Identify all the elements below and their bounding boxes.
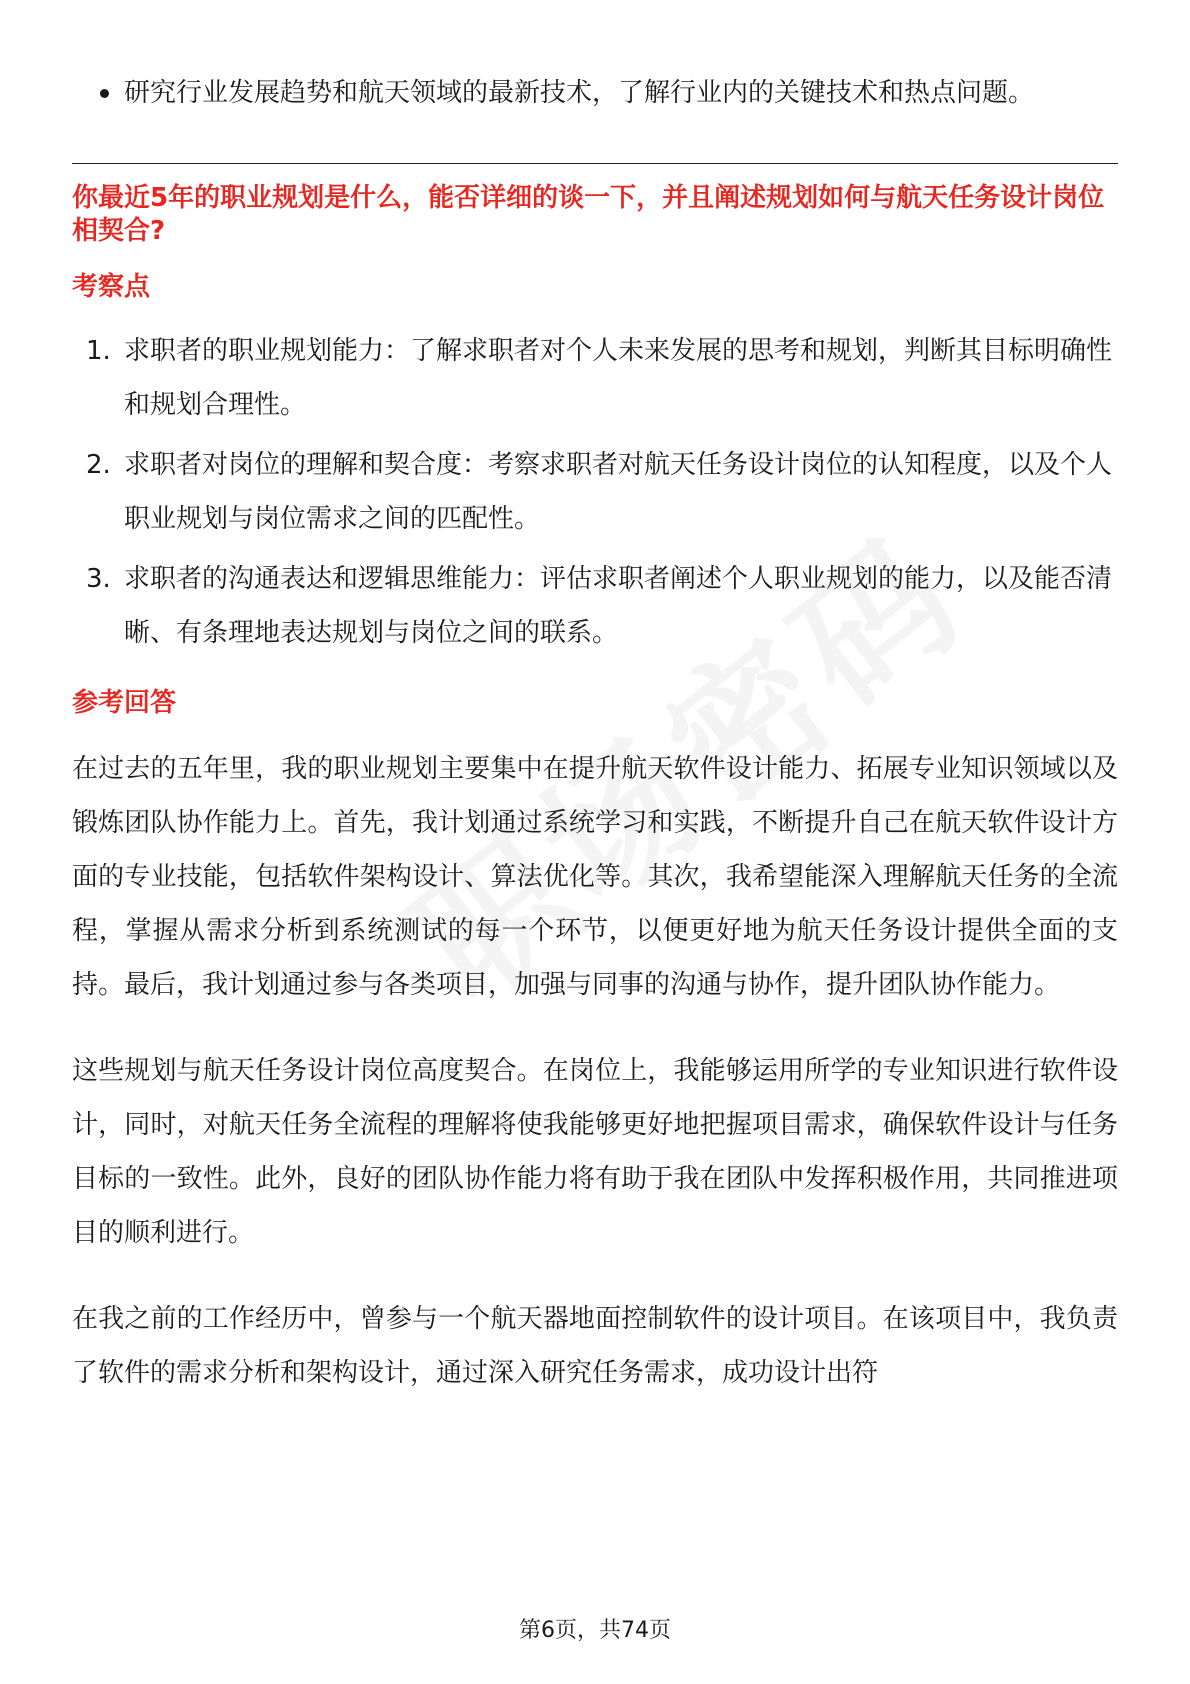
item-text: 求职者的沟通表达和逻辑思维能力：评估求职者阐述个人职业规划的能力，以及能否清晰、有条理地表达规划与岗位之间的联系。	[124, 564, 1113, 648]
evaluation-point-item	[72, 552, 1124, 660]
interview-question: 你最近5年的职业规划是什么，能否详细的谈一下，并且阐述规划如何与航天任务设计岗位相契合?	[72, 183, 1105, 246]
item-number: 1.	[86, 336, 111, 366]
answer-paragraph: 在我之前的工作经历中，曾参与一个航天器地面控制软件的设计项目。在该项目中，我负责了软件的需求分析和架构设计，通过深入研究任务需求，成功设计出符	[72, 1304, 1118, 1388]
section-divider	[72, 163, 1118, 164]
evaluation-point-item	[72, 324, 1124, 432]
item-text: 求职者对岗位的理解和契合度：考察求职者对航天任务设计岗位的认知程度，以及个人职业规划与岗位需求之间的匹配性。	[124, 450, 1113, 534]
heading-kaochadian: 考察点	[72, 272, 151, 302]
bullet-text: 研究行业发展趋势和航天领域的最新技术，了解行业内的关键技术和热点问题。	[124, 78, 1035, 108]
item-text: 求职者的职业规划能力：了解求职者对个人未来发展的思考和规划，判断其目标明确性和规划合理性。	[124, 336, 1113, 420]
page-content	[72, 66, 1118, 1400]
evaluation-point-item	[72, 438, 1124, 546]
answer-paragraph: 这些规划与航天任务设计岗位高度契合。在岗位上，我能够运用所学的专业知识进行软件设计，同时，对航天任务全流程的理解将使我能够更好地把握项目需求，确保软件设计与任务目标的一致性。此外，良好的团队协作能力将有助于我在团队中发挥积极作用，共同推进项目的顺利进行。	[72, 1056, 1118, 1248]
evaluation-points-list	[72, 324, 1118, 660]
page-footer: 第6页，共74页	[519, 1618, 671, 1643]
answer-paragraph: 在过去的五年里，我的职业规划主要集中在提升航天软件设计能力、拓展专业知识领域以及锻炼团队协作能力上。首先，我计划通过系统学习和实践，不断提升自己在航天软件设计方面的专业技能，包括软件架构设计、算法优化等。其次，我希望能深入理解航天任务的全流程，掌握从需求分析到系统测试的每一个环节，以便更好地为航天任务设计提供全面的支持。最后，我计划通过参与各类项目，加强与同事的沟通与协作，提升团队协作能力。	[72, 754, 1118, 1000]
heading-cankao-huida: 参考回答	[72, 688, 177, 718]
item-number: 2.	[86, 450, 111, 480]
bullet-dot-icon	[100, 89, 109, 98]
bullet-list-item	[72, 66, 1124, 121]
item-number: 3.	[86, 564, 111, 594]
